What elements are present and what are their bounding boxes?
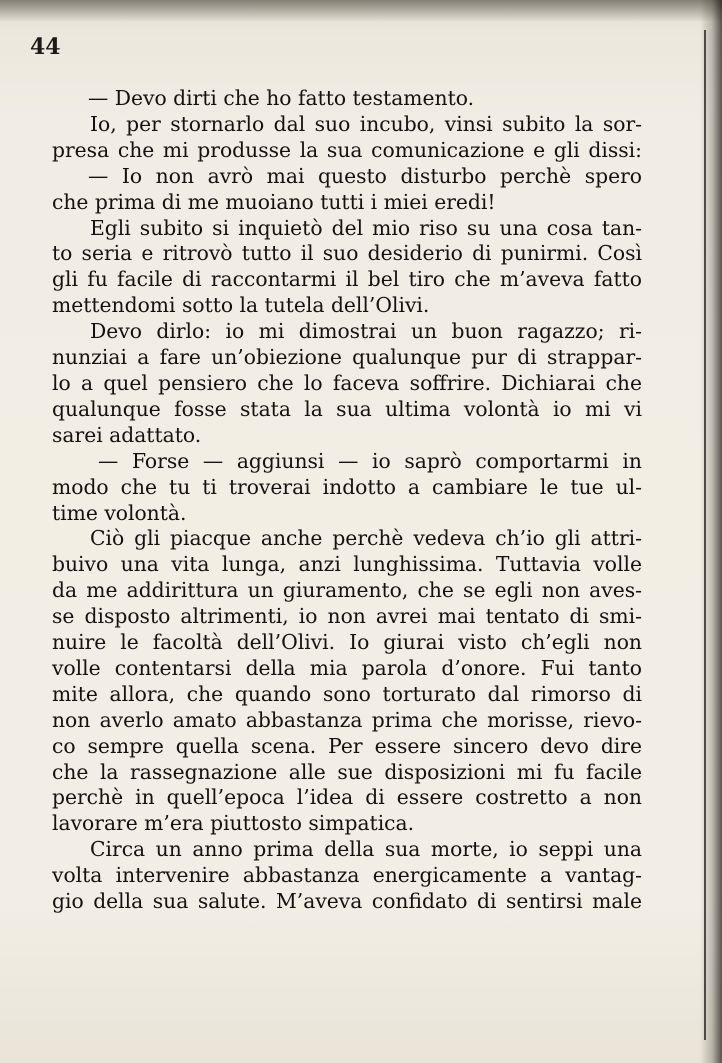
text-line: se disposto altrimenti, io non avrei mai tentato di smi-: [52, 604, 642, 629]
text-line: — Io non avrò mai questo disturbo perchè spero: [88, 163, 642, 188]
text-line: gio della sua salute. M’aveva confidato di sentirsi male: [52, 889, 642, 914]
text-line: Circa un anno prima della sua morte, io seppi una: [90, 837, 642, 862]
text-line: time volontà.: [52, 500, 187, 525]
text-line: co sempre quella scena. Per essere sincero devo dire: [52, 733, 642, 758]
text-line: che prima di me muoiano tutti i miei eredi!: [52, 189, 496, 214]
text-line: da me addirittura un giuramento, che se egli non aves-: [52, 578, 642, 603]
text-line: mettendomi sotto la tutela dell’Olivi.: [52, 293, 430, 318]
scan-top-shadow: [0, 0, 722, 22]
page-number: 44: [30, 34, 61, 60]
text-line: Ciò gli piacque anche perchè vedeva ch’io gli attri-: [90, 526, 642, 551]
text-line: — Devo dirti che ho fatto testamento.: [88, 86, 475, 110]
text-line: presa che mi produsse la sua comunicazione e gli dissi:: [52, 137, 642, 162]
text-line: perchè in quell’epoca l’idea di essere costretto a non: [52, 785, 642, 810]
text-line: Egli subito si inquietò del mio riso su una cosa tan-: [90, 215, 642, 240]
scan-gutter-line: [704, 30, 706, 1040]
body-text: [52, 86, 642, 915]
text-line: lavorare m’era piuttosto simpatica.: [52, 811, 415, 836]
text-line: lo a quel pensiero che lo faceva soffrire. Dichiarai che: [52, 370, 642, 395]
text-line: buivo una vita lunga, anzi lunghissima. Tuttavia volle: [52, 552, 642, 577]
text-line: mite allora, che quando sono torturato dal rimorso di: [52, 681, 642, 706]
text-line: Devo dirlo: io mi dimostrai un buon ragazzo; ri-: [90, 319, 642, 344]
text-line: volle contentarsi della mia parola d’onore. Fui tanto: [52, 655, 642, 680]
text-line: non averlo amato abbastanza prima che morisse, rievo-: [52, 707, 642, 732]
text-line: nuire le facoltà dell’Olivi. Io giurai visto ch’egli non: [52, 630, 642, 655]
text-line: — Forse — aggiunsi — io saprò comportarmi in: [98, 448, 642, 473]
text-line: nunziai a fare un’obiezione qualunque pur di strappar-: [52, 345, 642, 370]
text-line: gli fu facile di raccontarmi il bel tiro che m’aveva fatto: [52, 267, 642, 292]
text-line: Io, per stornarlo dal suo incubo, vinsi subito la sor-: [90, 111, 642, 136]
text-line: che la rassegnazione alle sue disposizioni mi fu facile: [52, 759, 642, 784]
text-line: qualunque fosse stata la sua ultima volontà io mi vi: [52, 396, 642, 421]
text-line: to seria e ritrovò tutto il suo desiderio di punirmi. Così: [52, 241, 642, 266]
text-line: volta intervenire abbastanza energicamente a vantag-: [52, 863, 642, 888]
text-line: sarei adattato.: [52, 422, 202, 447]
text-line: modo che tu ti troverai indotto a cambiare le tue ul-: [52, 474, 642, 499]
